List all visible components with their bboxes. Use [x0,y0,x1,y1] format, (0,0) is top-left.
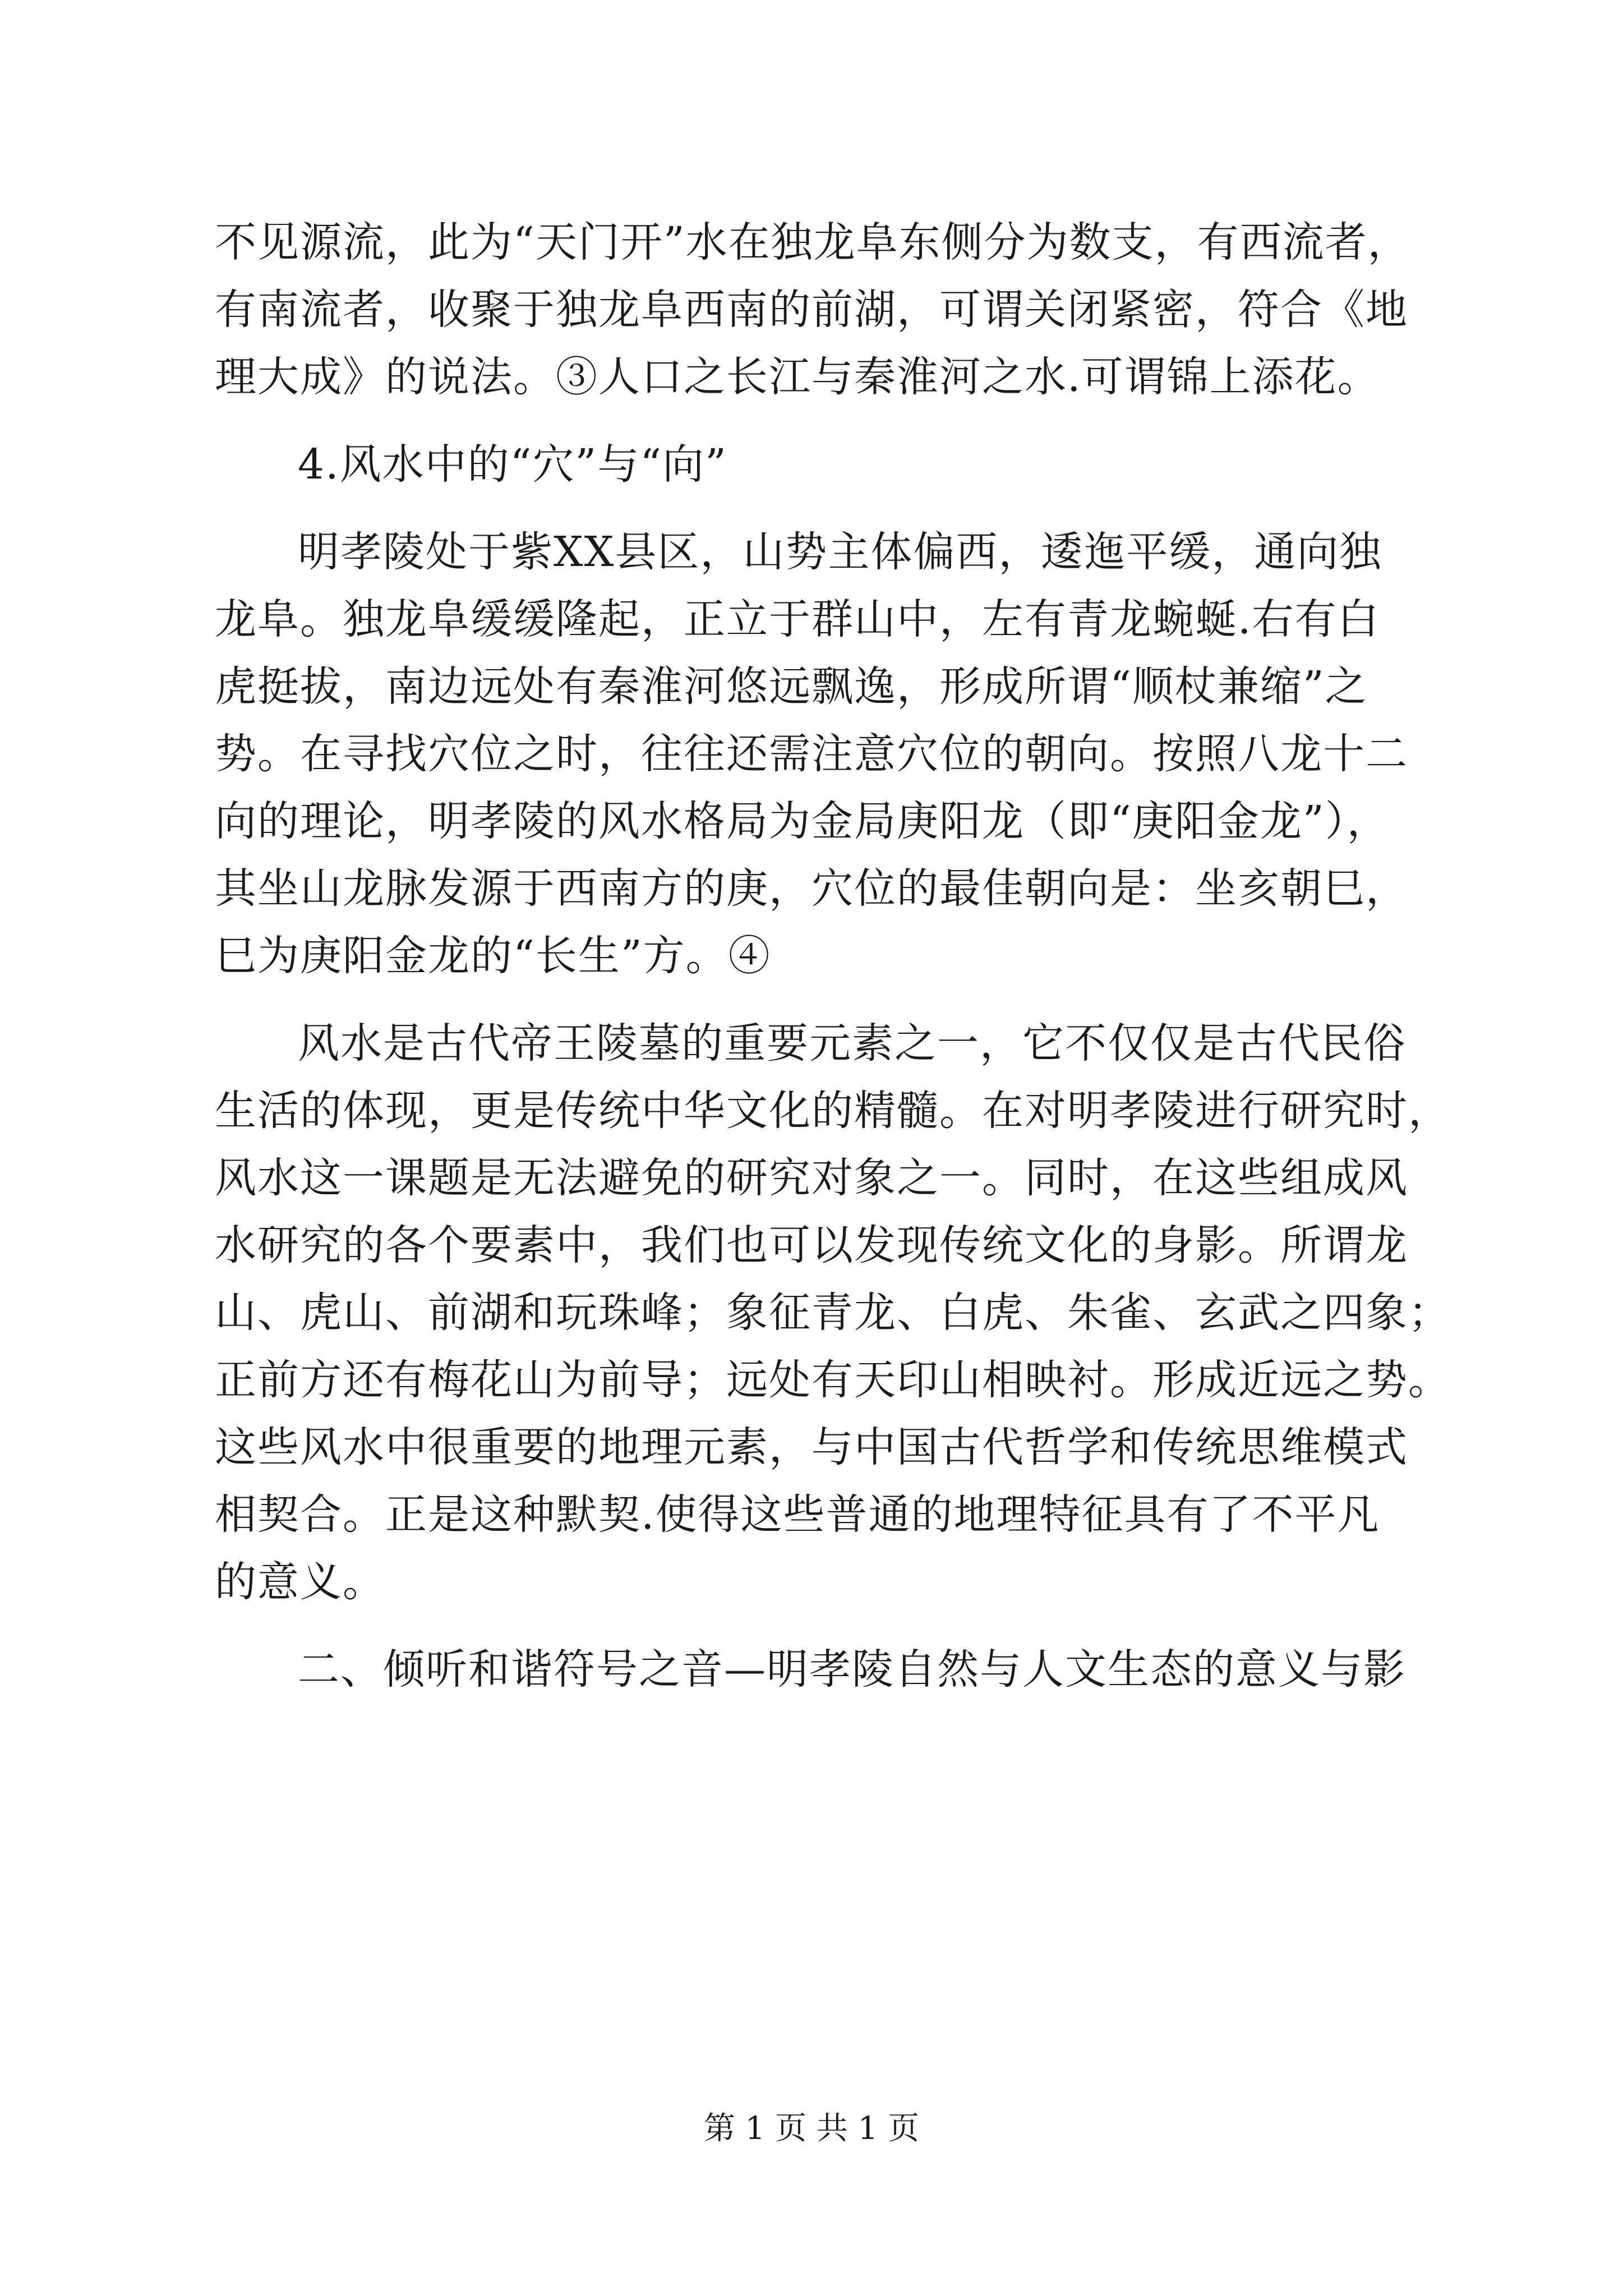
text-line: 理大成》的说法。③人口之长江与秦淮河之水.可谓锦上添花。 [215,353,1380,401]
text-line: 不见源流，此为“天门开”水在独龙阜东侧分为数支，有西流者， [215,218,1410,266]
text-line: 其坐山龙脉发源于西南方的庚，穴位的最佳朝向是：坐亥朝巳， [215,864,1408,913]
section-heading: 二、倾听和谐符号之音—明孝陵自然与人文生态的意义与影 [298,1645,1406,1694]
text-line: 巳为庚阳金龙的“长生”方。④ [215,932,771,980]
text-line: 有南流者，收聚于独龙阜西南的前湖，可谓关闭紧密，符合《地 [215,286,1408,334]
text-line: 的意义。 [215,1558,385,1606]
text-line: 虎挺拔，南边远处有秦淮河悠远飘逸，形成所谓“顺杖兼缩”之 [215,662,1368,711]
text-line: 风水是古代帝王陵墓的重要元素之一，它不仅仅是古代民俗 [298,1019,1406,1068]
page-footer: 第 1 页 共 1 页 [703,2110,920,2147]
section-heading: 4.风水中的“穴”与“向” [298,440,727,489]
text-line: 这些风水中很重要的地理元素，与中国古代哲学和传统思维模式 [215,1423,1408,1471]
text-line: 势。在寻找穴位之时，往往还需注意穴位的朝向。按照八龙十二 [215,730,1408,778]
document-body [215,209,1451,1703]
text-line: 水研究的各个要素中，我们也可以发现传统文化的身影。所谓龙 [215,1221,1408,1269]
text-line: 生活的体现，更是传统中华文化的精髓。在对明孝陵进行研究时， [215,1087,1451,1135]
text-line: 龙阜。独龙阜缓缓隆起，正立于群山中，左有青龙蜿蜒.右有白 [215,595,1380,643]
text-line: 山、虎山、前湖和玩珠峰；象征青龙、白虎、朱雀、玄武之四象； [215,1289,1451,1337]
text-line: 风水这一课题是无法避免的研究对象之一。同时，在这些组成风 [215,1154,1408,1202]
text-line: 相契合。正是这种默契.使得这些普通的地理特征具有了不平凡 [215,1490,1380,1539]
text-line: 明孝陵处于紫XX县区，山势主体偏西，逶迤平缓，通向独 [298,528,1382,576]
text-line: 正前方还有梅花山为前导；远处有天印山相映衬。形成近远之势。 [215,1356,1451,1404]
text-line: 向的理论，明孝陵的风水格局为金局庚阳龙（即“庚阳金龙”）， [215,797,1390,845]
